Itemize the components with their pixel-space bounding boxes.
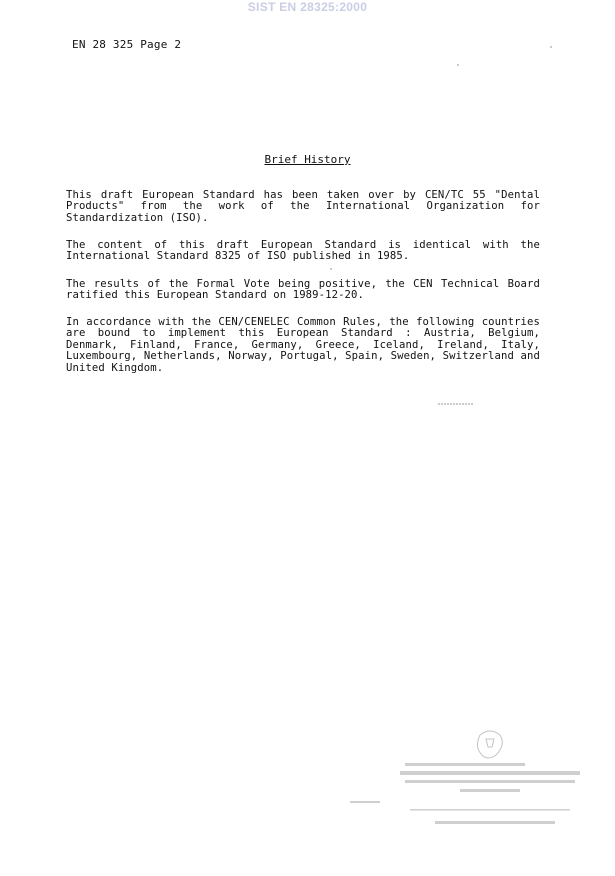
scan-mark <box>438 402 474 406</box>
paragraph-2: The content of this draft European Standard is identical with the International Standard 8325 of ISO published in 1985. <box>66 239 540 263</box>
scan-speck <box>550 46 552 48</box>
paragraph-3: The results of the Formal Vote being positive, the CEN Technical Board ratified this European Standard on 1989-12-20. <box>66 278 540 302</box>
paragraph-1: This draft European Standard has been taken over by CEN/TC 55 "Dental Products" from the work of the International Organization for Standardization (ISO). <box>66 189 540 224</box>
scan-speck <box>457 64 459 66</box>
scan-speck <box>330 268 332 270</box>
watermark: SIST EN 28325:2000 <box>247 0 368 14</box>
paragraph-4: In accordance with the CEN/CENELEC Common Rules, the following countries are bound to implement this European Standard : Austria, Belgium, Denmark, Finland, France, Germany, Greece, Iceland, Ireland, Italy, Luxembourg, Netherlands, Norway, Portugal, Spain, Sweden, Switzerland and United Kingdom. <box>66 316 540 374</box>
section-title: Brief History <box>264 153 351 166</box>
page-header: EN 28 325 Page 2 <box>72 38 182 51</box>
library-stamp <box>340 725 590 845</box>
